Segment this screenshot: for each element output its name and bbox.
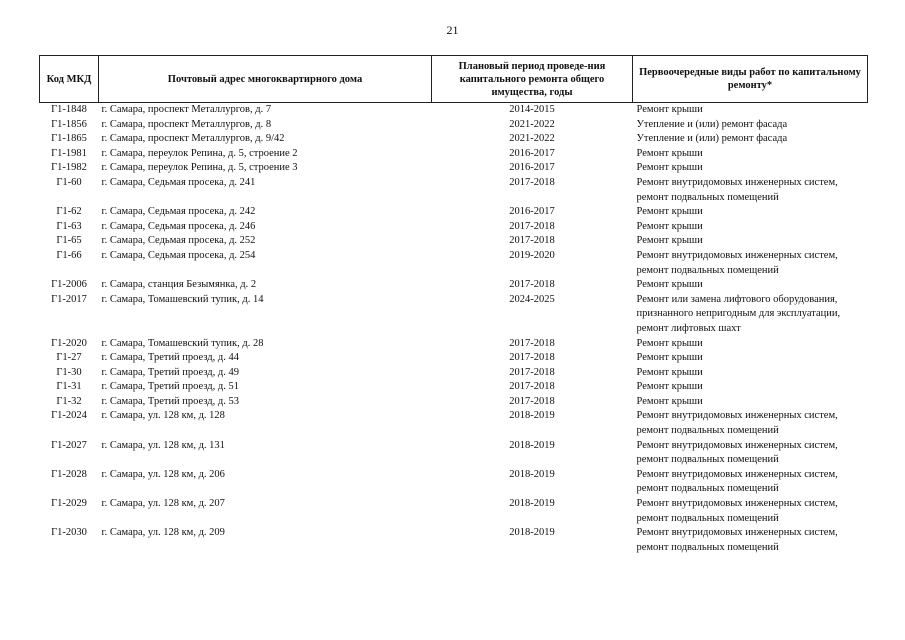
cell-period: 2017-2018 [509, 176, 555, 188]
cell-code: Г1-2027 [51, 439, 87, 451]
header-code: Код МКД [40, 56, 99, 103]
cell-code: Г1-2029 [51, 498, 87, 510]
cell-address: г. Самара, Седьмая просека, д. 241 [101, 176, 256, 188]
cell-period: 2017-2018 [509, 352, 555, 364]
cell-code: Г1-27 [56, 352, 82, 364]
cell-code: Г1-66 [56, 249, 82, 261]
table-row [40, 176, 868, 205]
cell-address: г. Самара, Томашевский тупик, д. 14 [101, 293, 264, 305]
cell-works: Ремонт внутридомовых инженерных систем, ремонт подвальных помещений [636, 410, 838, 437]
cell-code: Г1-1982 [51, 162, 87, 174]
table-row [40, 526, 868, 555]
table-header-row [40, 56, 868, 103]
cell-period: 2017-2018 [509, 366, 555, 378]
cell-code: Г1-1981 [51, 147, 87, 159]
cell-works: Ремонт внутридомовых инженерных систем, ремонт подвальных помещений [636, 176, 838, 203]
table-row [40, 380, 868, 395]
cell-works: Ремонт крыши [636, 104, 703, 115]
cell-works: Ремонт внутридомовых инженерных систем, ремонт подвальных помещений [636, 249, 838, 276]
cell-period: 2017-2018 [509, 235, 555, 247]
cell-works: Ремонт внутридомовых инженерных систем, ремонт подвальных помещений [636, 527, 838, 553]
table-row [40, 103, 868, 118]
cell-works: Ремонт крыши [636, 220, 703, 232]
cell-address: г. Самара, ул. 128 км, д. 206 [101, 468, 225, 480]
table-row [40, 351, 868, 366]
table-row [40, 278, 868, 293]
cell-period: 2017-2018 [509, 337, 555, 349]
cell-period: 2016-2017 [509, 162, 555, 174]
cell-code: Г1-63 [56, 220, 82, 232]
cell-code: Г1-2028 [51, 468, 87, 480]
page-number: 21 [446, 23, 459, 37]
table-row [40, 161, 868, 176]
cell-works: Ремонт крыши [636, 352, 703, 364]
cell-address: г. Самара, станция Безымянка, д. 2 [101, 279, 257, 291]
cell-period: 2014-2015 [509, 104, 555, 115]
cell-address: г. Самара, ул. 128 км, д. 207 [101, 498, 225, 510]
header-period: Плановый период проведе-ния капитального ремонта общего имущества, годы [432, 56, 633, 103]
cell-address: г. Самара, проспект Металлургов, д. 7 [101, 104, 272, 115]
table-row [40, 132, 868, 147]
table-row [40, 395, 868, 410]
table-row [40, 234, 868, 249]
table-row [40, 409, 868, 438]
cell-address: г. Самара, Томашевский тупик, д. 28 [101, 337, 264, 349]
cell-period: 2018-2019 [509, 468, 555, 480]
cell-code: Г1-1856 [51, 118, 87, 130]
cell-code: Г1-1848 [51, 104, 87, 115]
cell-period: 2017-2018 [509, 395, 555, 407]
cell-period: 2017-2018 [509, 381, 555, 393]
cell-address: г. Самара, Седьмая просека, д. 254 [101, 249, 256, 261]
header-address: Почтовый адрес многоквартирного дома [99, 56, 432, 103]
cell-period: 2017-2018 [509, 279, 555, 291]
cell-address: г. Самара, Третий проезд, д. 44 [101, 352, 239, 364]
cell-period: 2024-2025 [509, 293, 555, 305]
cell-period: 2021-2022 [509, 118, 555, 130]
cell-code: Г1-32 [56, 395, 82, 407]
table-row [40, 293, 868, 337]
cell-address: г. Самара, переулок Репина, д. 5, строение 3 [101, 162, 298, 174]
table-row [40, 118, 868, 133]
table-row [40, 366, 868, 381]
cell-period: 2018-2019 [509, 439, 555, 451]
cell-code: Г1-62 [56, 206, 82, 218]
cell-period: 2018-2019 [509, 410, 555, 422]
table-row [40, 337, 868, 352]
cell-works: Ремонт крыши [636, 235, 703, 247]
cell-code: Г1-2030 [51, 527, 87, 539]
cell-works: Ремонт крыши [636, 381, 703, 393]
cell-code: Г1-2017 [51, 293, 87, 305]
cell-works: Ремонт внутридомовых инженерных систем, ремонт подвальных помещений [636, 498, 838, 524]
cell-works: Ремонт или замена лифтового оборудования, признанного непригодным для эксплуатации, ремонт лифтовых шахт [636, 293, 841, 334]
cell-works: Ремонт крыши [636, 395, 703, 407]
cell-address: г. Самара, Седьмая просека, д. 242 [101, 206, 256, 218]
cell-period: 2018-2019 [509, 527, 555, 539]
cell-works: Ремонт крыши [636, 366, 703, 378]
table-row [40, 147, 868, 162]
cell-address: г. Самара, Третий проезд, д. 53 [101, 395, 239, 407]
cell-works: Ремонт крыши [636, 337, 703, 349]
cell-code: Г1-30 [56, 366, 82, 378]
cell-works: Ремонт крыши [636, 206, 703, 218]
cell-works: Ремонт внутридомовых инженерных систем, ремонт подвальных помещений [636, 468, 838, 495]
cell-code: Г1-2024 [51, 410, 87, 422]
cell-works: Ремонт крыши [636, 147, 703, 159]
cell-code: Г1-31 [56, 381, 82, 393]
cell-code: Г1-2020 [51, 337, 87, 349]
table-row [40, 205, 868, 220]
cell-period: 2021-2022 [509, 133, 555, 145]
cell-address: г. Самара, Седьмая просека, д. 246 [101, 220, 256, 232]
cell-address: г. Самара, Третий проезд, д. 51 [101, 381, 239, 393]
cell-works: Утепление и (или) ремонт фасада [636, 118, 788, 130]
cell-address: г. Самара, проспект Металлургов, д. 8 [101, 118, 272, 130]
table-row [40, 468, 868, 497]
table-row [40, 439, 868, 468]
cell-period: 2017-2018 [509, 220, 555, 232]
cell-address: г. Самара, ул. 128 км, д. 209 [101, 527, 225, 539]
table-row [40, 249, 868, 278]
cell-code: Г1-2006 [51, 279, 87, 291]
cell-code: Г1-60 [56, 176, 82, 188]
cell-period: 2016-2017 [509, 206, 555, 218]
cell-code: Г1-65 [56, 235, 82, 247]
cell-period: 2019-2020 [509, 249, 555, 261]
cell-address: г. Самара, ул. 128 км, д. 131 [101, 439, 225, 451]
cell-address: г. Самара, проспект Металлургов, д. 9/42 [101, 133, 285, 145]
table-row [40, 220, 868, 235]
cell-works: Утепление и (или) ремонт фасада [636, 133, 788, 145]
cell-period: 2018-2019 [509, 498, 555, 510]
repair-schedule-table [39, 55, 868, 555]
cell-address: г. Самара, переулок Репина, д. 5, строение 2 [101, 147, 298, 159]
table-row [40, 497, 868, 526]
cell-period: 2016-2017 [509, 147, 555, 159]
cell-works: Ремонт крыши [636, 162, 703, 174]
cell-works: Ремонт крыши [636, 279, 703, 291]
cell-code: Г1-1865 [51, 133, 87, 145]
cell-works: Ремонт внутридомовых инженерных систем, ремонт подвальных помещений [636, 439, 838, 466]
cell-address: г. Самара, Третий проезд, д. 49 [101, 366, 239, 378]
header-works: Первоочередные виды работ по капитальному ремонту* [633, 56, 868, 103]
cell-address: г. Самара, Седьмая просека, д. 252 [101, 235, 256, 247]
cell-address: г. Самара, ул. 128 км, д. 128 [101, 410, 225, 422]
